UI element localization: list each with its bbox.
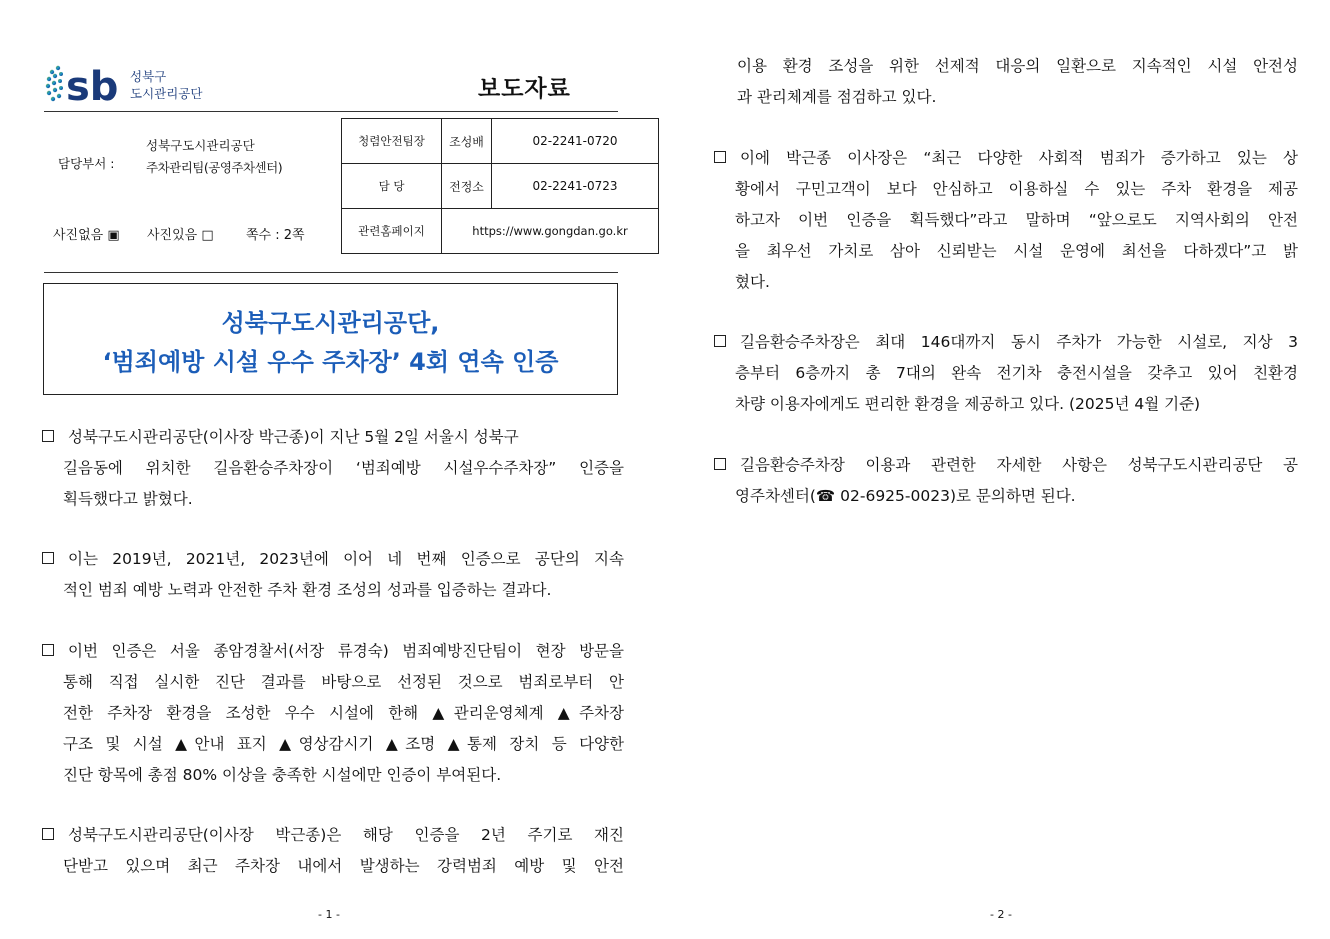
dept-name-line1: 성북구도시관리공단 <box>146 138 255 153</box>
paragraph-line: 이는 2019년, 2021년, 2023년에 이어 네 번째 인증으로 공단의 지속 <box>68 550 624 568</box>
contact-phone: 02-2241-0723 <box>492 164 659 209</box>
paragraph-line: 과 관리체계를 점검하고 있다. <box>737 88 937 106</box>
logo-letters: sb <box>66 64 119 110</box>
sb-logo-icon <box>44 58 134 110</box>
photo-has-checkbox: 사진있음 □ <box>147 228 214 243</box>
homepage-link[interactable]: https://www.gongdan.go.kr <box>442 209 659 254</box>
paragraph-line: 전한 주차장 환경을 조성한 우수 시설에 한해 ▲관리운영체계 ▲주차장 <box>63 704 624 722</box>
contact-role: 청렴안전팀장 <box>342 119 442 164</box>
contact-role: 담 당 <box>342 164 442 209</box>
organization-name-line2: 도시관리공단 <box>130 86 203 101</box>
paragraph-line: 영주차센터(☎ 02-6925-0023)로 문의하면 된다. <box>735 487 1076 505</box>
paragraph-line: 단받고 있으며 최근 주차장 내에서 발생하는 강력범죄 예방 및 안전 <box>63 857 624 875</box>
page-number: - 1 - <box>318 908 340 921</box>
paragraph-line: 구조 및 시설 ▲안내 표지 ▲영상감시기 ▲조명 ▲통제 장치 등 다양한 <box>63 735 624 753</box>
table-row <box>342 164 659 209</box>
contact-role: 관련홈페이지 <box>342 209 442 254</box>
headline-line2: ‘범죄예방 시설 우수 주차장’ 4회 연속 인증 <box>102 348 559 376</box>
paragraph-1 <box>42 422 624 515</box>
paragraph-line: 성북구도시관리공단(이사장 박근종)은 해당 인증을 2년 주기로 재진 <box>68 826 624 844</box>
paragraph-line: 길음환승주차장은 최대 146대까지 동시 주차가 가능한 시설로, 지상 3 <box>740 333 1298 351</box>
paragraph-3 <box>42 636 624 791</box>
paragraph-line: 진단 항목에 총점 80% 이상을 충족한 시설에만 인증이 부여된다. <box>63 766 502 784</box>
contact-table <box>341 118 659 254</box>
table-row <box>342 209 659 254</box>
dept-label: 담당부서 : <box>58 156 115 171</box>
paragraph-line: 적인 범죄 예방 노력과 안전한 주차 환경 조성의 성과를 입증하는 결과다. <box>63 581 552 599</box>
page-count: 쪽수 : 2쪽 <box>246 228 305 243</box>
headline-box <box>43 283 618 395</box>
paragraph-line: 성북구도시관리공단(이사장 박근종)이 지난 5월 2일 서울시 성북구 <box>68 428 519 446</box>
contact-phone: 02-2241-0720 <box>492 119 659 164</box>
headline-line1: 성북구도시관리공단, <box>221 309 440 337</box>
paragraph-continuation <box>716 51 1298 113</box>
organization-name-line1: 성북구 <box>130 69 167 84</box>
paragraph-line: 이에 박근종 이사장은 “최근 다양한 사회적 범죄가 증가하고 있는 상 <box>740 149 1298 167</box>
paragraph-line: 층부터 6층까지 총 7대의 완속 전기차 충전시설을 갖추고 있어 친환경 <box>735 364 1298 382</box>
paragraph-4 <box>42 820 624 882</box>
contact-name: 전정소 <box>442 164 492 209</box>
paragraph-7 <box>714 450 1298 512</box>
table-row <box>342 119 659 164</box>
paragraph-line: 이번 인증은 서울 종암경찰서(서장 류경숙) 범죄예방진단팀이 현장 방문을 <box>68 642 624 660</box>
dept-name-line2: 주차관리팀(공영주차센터) <box>146 160 283 175</box>
divider <box>44 111 618 112</box>
paragraph-6 <box>714 327 1298 420</box>
contact-name: 조성배 <box>442 119 492 164</box>
paragraph-line: 통해 직접 실시한 진단 결과를 바탕으로 선정된 것으로 범죄로부터 안 <box>63 673 624 691</box>
paragraph-line: 하고자 이번 인증을 획득했다”라고 말하며 “앞으로도 지역사회의 안전 <box>735 211 1298 229</box>
divider <box>44 272 618 273</box>
paragraph-5 <box>714 143 1298 298</box>
paragraph-line: 을 최우선 가치로 삼아 신뢰받는 시설 운영에 최선을 다하겠다”고 밝 <box>735 242 1298 260</box>
page-number: - 2 - <box>990 908 1012 921</box>
organization-name <box>130 68 202 102</box>
paragraph-line: 길음동에 위치한 길음환승주차장이 ‘범죄예방 시설우수주차장” 인증을 <box>63 459 624 477</box>
paragraph-line: 혔다. <box>735 273 770 291</box>
paragraph-line: 황에서 구민고객이 보다 안심하고 이용하실 수 있는 주차 환경을 제공 <box>735 180 1298 198</box>
paragraph-line: 차량 이용자에게도 편리한 환경을 제공하고 있다. (2025년 4월 기준) <box>735 395 1201 413</box>
paragraph-line: 길음환승주차장 이용과 관련한 자세한 사항은 성북구도시관리공단 공 <box>740 456 1298 474</box>
press-release-title: 보도자료 <box>478 76 571 102</box>
paragraph-2 <box>42 544 624 606</box>
paragraph-line: 획득했다고 밝혔다. <box>63 490 193 508</box>
paragraph-line: 이용 환경 조성을 위한 선제적 대응의 일환으로 지속적인 시설 안전성 <box>737 57 1298 75</box>
photo-none-checkbox: 사진없음 ▣ <box>53 228 120 243</box>
